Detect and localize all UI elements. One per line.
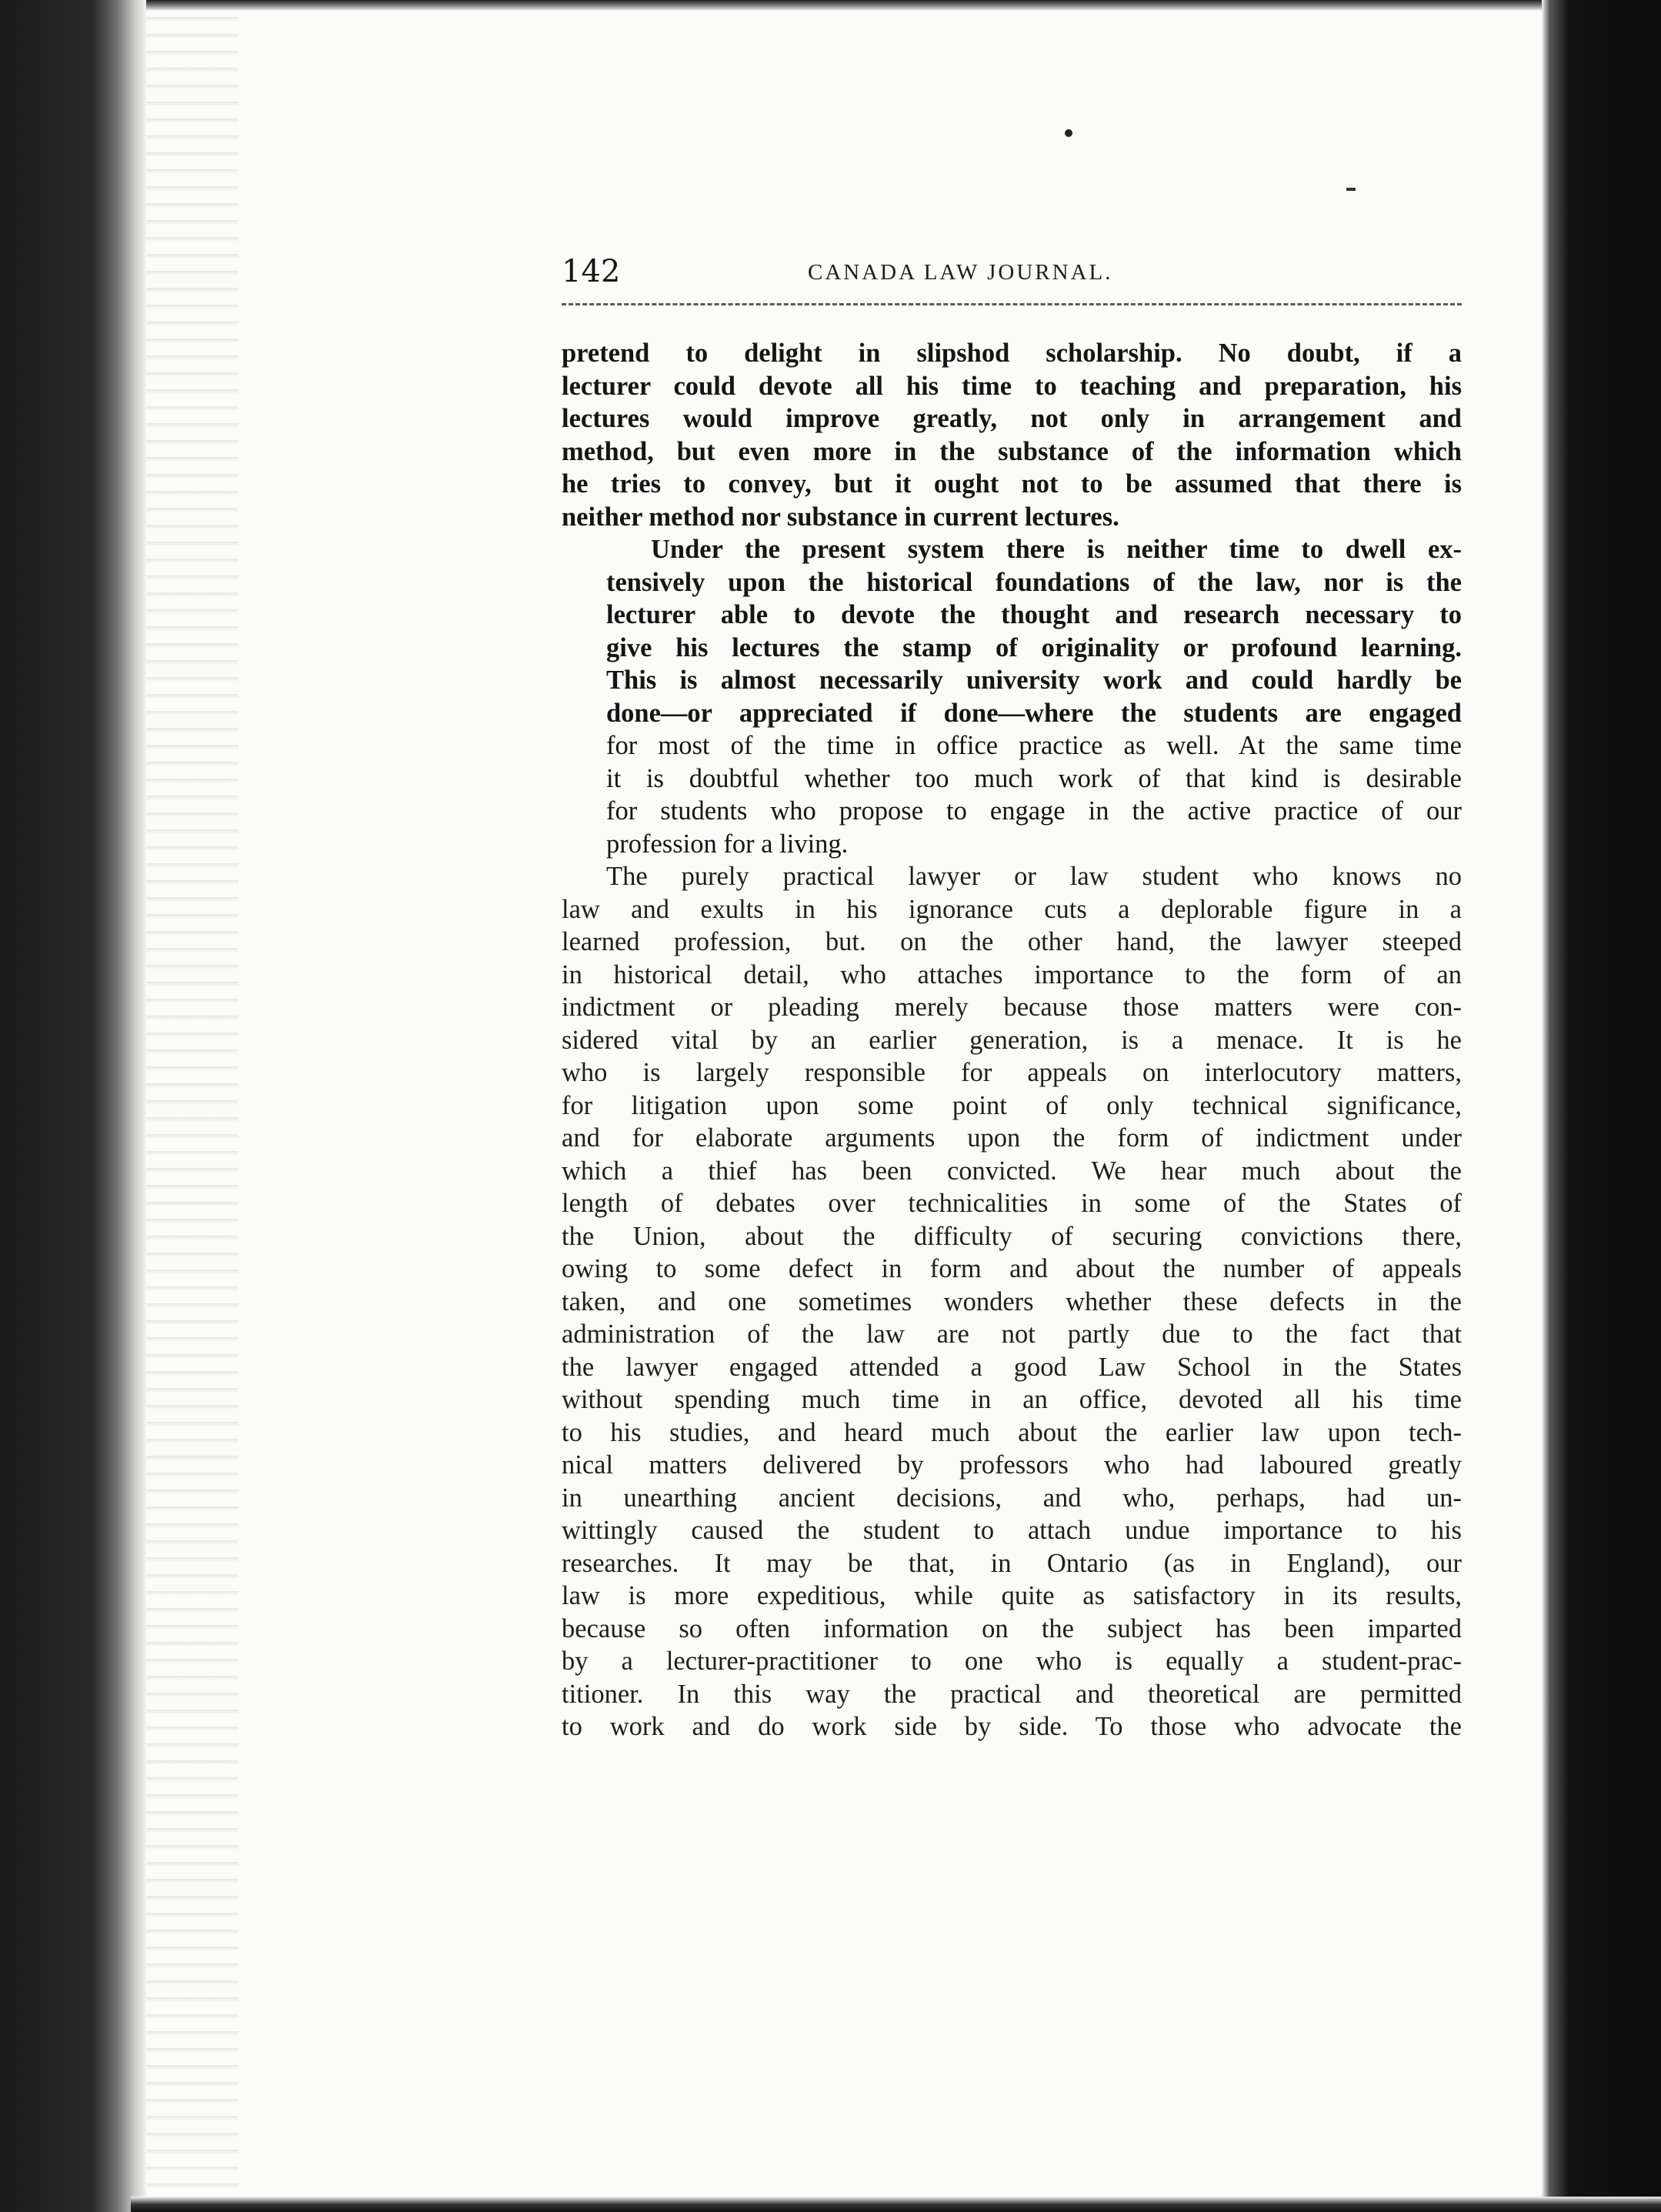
left-binding-shadow xyxy=(0,0,146,2212)
text-line: owing to some defect in form and about the number of appeals xyxy=(562,1254,1462,1283)
text-line: titioner. In this way the practical and theoretical are permitted xyxy=(562,1679,1462,1709)
text-line: the lawyer engaged attended a good Law School in the States xyxy=(562,1352,1462,1382)
right-edge-shadow xyxy=(1542,0,1661,2212)
text-line: it is doubtful whether too much work of that kind is desirable xyxy=(606,763,1462,793)
text-line: to work and do work side by side. To those who advocate the xyxy=(562,1712,1462,1741)
text-line: because so often information on the subject has been imparted xyxy=(562,1613,1462,1643)
text-line: the Union, about the difficulty of securing convictions there, xyxy=(562,1221,1462,1251)
text-line: in unearthing ancient decisions, and who, perhaps, had un- xyxy=(562,1483,1462,1513)
text-line: for students who propose to engage in the active practice of our xyxy=(606,796,1462,826)
text-line: done—or appreciated if done—where the students are engaged xyxy=(606,698,1462,728)
text-line: sidered vital by an earlier generation, is a menace. It is he xyxy=(562,1025,1462,1055)
text-line: and for elaborate arguments upon the form of indictment under xyxy=(562,1123,1462,1153)
header-rule xyxy=(562,303,1462,305)
text-line: which a thief has been convicted. We hear much about the xyxy=(562,1156,1462,1186)
text-line: in historical detail, who attaches importance to the form of an xyxy=(562,959,1462,989)
text-line: nical matters delivered by professors who had laboured greatly xyxy=(562,1450,1462,1480)
text-line: learned profession, but. on the other hand, the lawyer steeped xyxy=(562,927,1462,956)
text-line: lecturer able to devote the thought and research necessary to xyxy=(606,600,1462,629)
text-line: pretend to delight in slipshod scholarship. No doubt, if a xyxy=(562,339,1462,368)
text-line: he tries to convey, but it ought not to be assumed that there is xyxy=(562,469,1462,499)
text-line: wittingly caused the student to attach undue importance to his xyxy=(562,1516,1462,1545)
text-line: law and exults in his ignorance cuts a deplorable figure in a xyxy=(562,894,1462,924)
body-text xyxy=(562,337,1462,1743)
scan-speck xyxy=(1065,129,1072,137)
text-line: taken, and one sometimes wonders whether these defects in the xyxy=(562,1286,1462,1316)
text-line: The purely practical lawyer or law student who knows no xyxy=(606,862,1462,891)
text-line: length of debates over technicalities in some of the States of xyxy=(562,1189,1462,1218)
paragraph xyxy=(562,860,1462,1743)
running-title: CANADA LAW JOURNAL. xyxy=(808,260,1113,285)
text-line: without spending much time in an office, devoted all his time xyxy=(562,1385,1462,1414)
text-line: lecturer could devote all his time to teaching and preparation, his xyxy=(562,371,1462,401)
text-line: to his studies, and heard much about the earlier law upon tech- xyxy=(562,1417,1462,1447)
left-gutter-noise xyxy=(146,0,238,2212)
text-line: administration of the law are not partly due to the fact that xyxy=(562,1320,1462,1349)
text-line: lectures would improve greatly, not only in arrangement and xyxy=(562,404,1462,433)
top-edge-shadow xyxy=(146,0,1542,11)
text-line: tensively upon the historical foundations of the law, nor is the xyxy=(606,567,1462,597)
page-header xyxy=(562,254,1462,300)
text-line: method, but even more in the substance of the information which xyxy=(562,436,1462,466)
paragraph xyxy=(562,533,1462,860)
text-line: give his lectures the stamp of originality or profound learning. xyxy=(606,632,1462,662)
text-line: Under the present system there is neither time to dwell ex- xyxy=(651,535,1462,564)
paragraph xyxy=(562,337,1462,533)
text-line: neither method nor substance in current lectures. xyxy=(562,502,1119,532)
scan-speck xyxy=(1346,188,1356,191)
text-line: who is largely responsible for appeals on interlocutory matters, xyxy=(562,1058,1462,1087)
bottom-edge-shadow xyxy=(131,2197,1661,2212)
text-line: profession for a living. xyxy=(606,829,849,859)
text-line: for most of the time in office practice as well. At the same time xyxy=(606,731,1462,760)
text-line: by a lecturer-practitioner to one who is equally a student-prac- xyxy=(562,1646,1462,1676)
page-number: 142 xyxy=(562,254,621,289)
text-line: indictment or pleading merely because those matters were con- xyxy=(562,993,1462,1022)
text-line: for litigation upon some point of only technical significance, xyxy=(562,1090,1462,1120)
text-line: researches. It may be that, in Ontario (as in England), our xyxy=(562,1548,1462,1578)
text-line: This is almost necessarily university work and could hardly be xyxy=(606,666,1462,695)
text-line: law is more expeditious, while quite as satisfactory in its results, xyxy=(562,1581,1462,1610)
